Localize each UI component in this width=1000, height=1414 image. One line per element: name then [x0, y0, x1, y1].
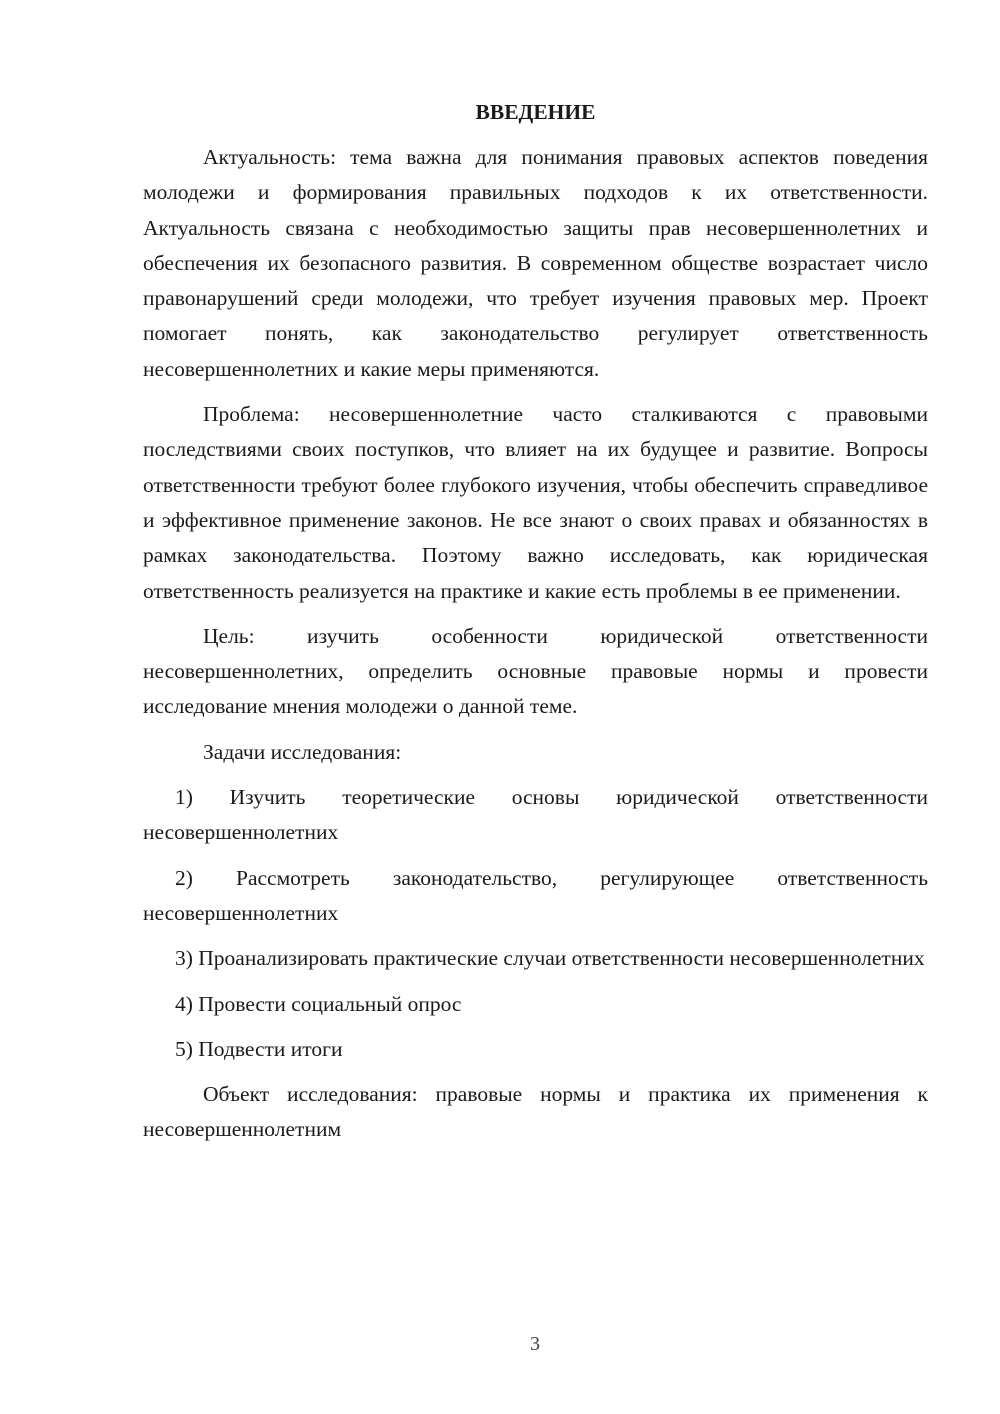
tasks-list — [143, 780, 928, 1067]
page-number: 3 — [530, 1333, 540, 1355]
task-item-4: 4) Провести социальный опрос — [175, 991, 462, 1016]
tasks-heading: Задачи исследования: — [203, 739, 402, 764]
task-item-1: 1) Изучить теоретические основы юридической ответственности несовершеннолетних — [143, 785, 928, 845]
section-title: ВВЕДЕНИЕ — [475, 100, 596, 124]
paragraph-problem: Проблема: несовершеннолетние часто сталкиваются с правовыми последствиями своих поступков, что влияет на их будущее и развитие. Вопросы ответственности требуют более глубокого изучения, чтобы обеспечить справедливое и эффективное применение законов. Не все знают о своих правах и обязанностях в рамках законодательства. Поэтому важно исследовать, как юридическая ответственность реализуется на практике и какие есть проблемы в ее применении. — [143, 402, 928, 603]
paragraph-object: Объект исследования: правовые нормы и практика их применения к несовершеннолетним — [143, 1082, 928, 1142]
paragraph-relevance: Актуальность: тема важна для понимания правовых аспектов поведения молодежи и формирования правильных подходов к их ответственности. Актуальность связана с необходимостью защиты прав несовершеннолетних и обеспечения их безопасного развития. В современном обществе возрастает число правонарушений среди молодежи, что требует изучения правовых мер. Проект помогает понять, как законодательство регулирует ответственность несовершеннолетних и какие меры применяются. — [143, 145, 928, 381]
task-item-5: 5) Подвести итоги — [175, 1036, 343, 1061]
document-page — [143, 94, 928, 1158]
task-item-3: 3) Проанализировать практические случаи ответственности несовершеннолетних — [175, 946, 925, 971]
task-item-2: 2) Рассмотреть законодательство, регулирующее ответственность несовершеннолетних — [143, 865, 928, 925]
paragraph-goal: Цель: изучить особенности юридической ответственности несовершеннолетних, определить основные правовые нормы и провести исследование мнения молодежи о данной теме. — [143, 623, 928, 719]
